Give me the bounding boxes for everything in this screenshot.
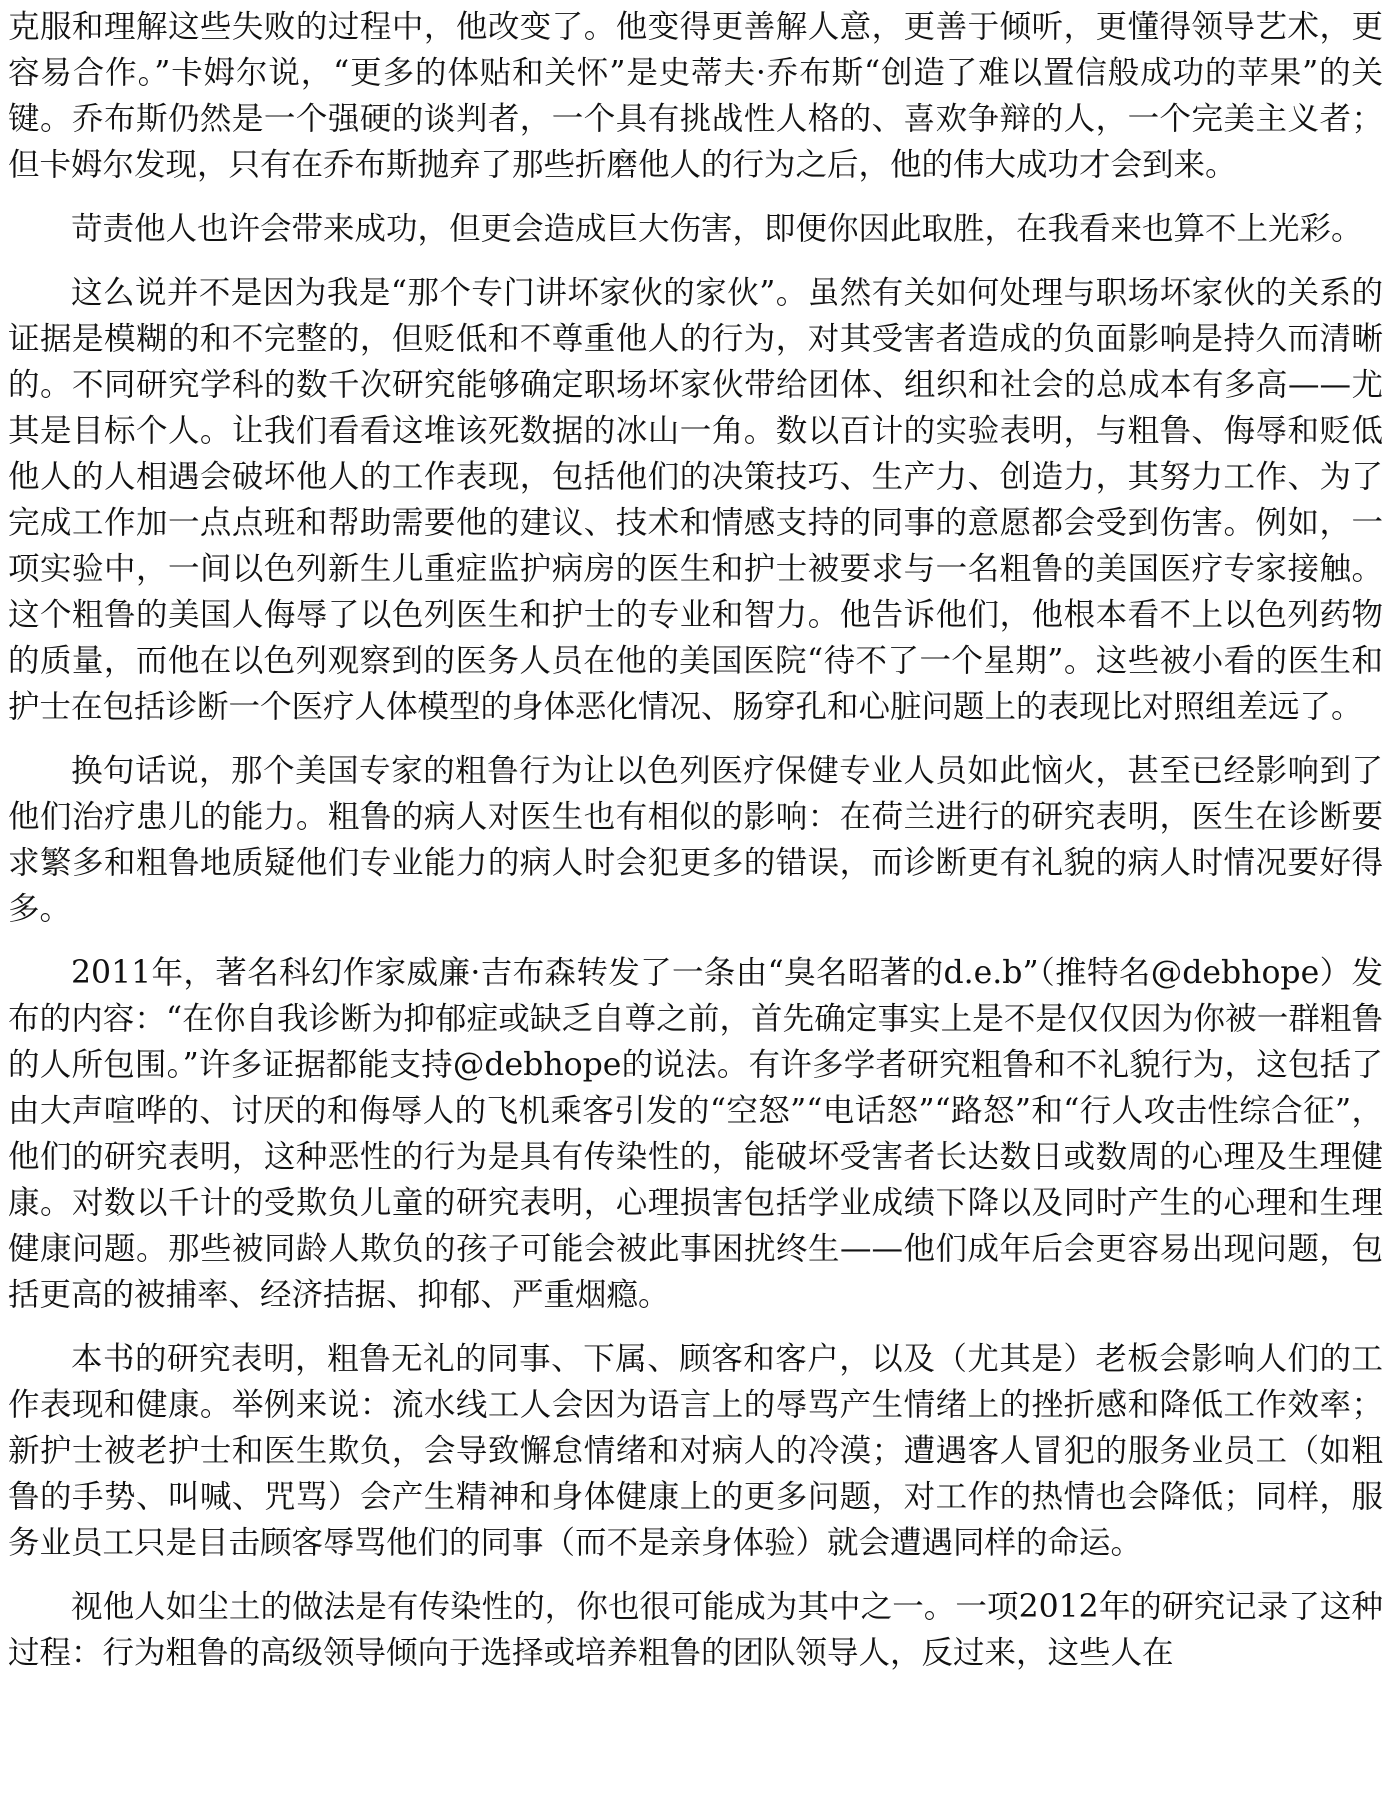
paragraph-4: 换句话说，那个美国专家的粗鲁行为让以色列医疗保健专业人员如此恼火，甚至已经影响到了他们治疗患儿的能力。粗鲁的病人对医生也有相似的影响：在荷兰进行的研究表明，医生在诊断要求繁多和粗鲁地质疑他们专业能力的病人时会犯更多的错误，而诊断更有礼貌的病人时情况要好得多。 [8, 753, 1383, 927]
paragraph-2: 苛责他人也许会带来成功，但更会造成巨大伤害，即便你因此取胜，在我看来也算不上光彩。 [71, 211, 1363, 247]
paragraph-7: 视他人如尘土的做法是有传染性的，你也很可能成为其中之一。一项2012年的研究记录了这种过程：行为粗鲁的高级领导倾向于选择或培养粗鲁的团队领导人，反过来，这些人在 [8, 1589, 1383, 1671]
paragraph-3: 这么说并不是因为我是“那个专门讲坏家伙的家伙”。虽然有关如何处理与职场坏家伙的关系的证据是模糊的和不完整的，但贬低和不尊重他人的行为，对其受害者造成的负面影响是持久而清晰的。不同研究学科的数千次研究能够确定职场坏家伙带给团体、组织和社会的总成本有多高——尤其是目标个人。让我们看看这堆该死数据的冰山一角。数以百计的实验表明，与粗鲁、侮辱和贬低他人的人相遇会破坏他人的工作表现，包括他们的决策技巧、生产力、创造力，其努力工作、为了完成工作加一点点班和帮助需要他的建议、技术和情感支持的同事的意愿都会受到伤害。例如，一项实验中，一间以色列新生儿重症监护病房的医生和护士被要求与一名粗鲁的美国医疗专家接触。这个粗鲁的美国人侮辱了以色列医生和护士的专业和智力。他告诉他们，他根本看不上以色列药物的质量，而他在以色列观察到的医务人员在他的美国医院“待不了一个星期”。这些被小看的医生和护士在包括诊断一个医疗人体模型的身体恶化情况、肠穿孔和心脏问题上的表现比对照组差远了。 [8, 275, 1383, 725]
paragraph-5: 2011年，著名科幻作家威廉·吉布森转发了一条由“臭名昭著的d.e.b”（推特名@debhope）发布的内容：“在你自我诊断为抑郁症或缺乏自尊之前，首先确定事实上是不是仅仅因为你被一群粗鲁的人所包围。”许多证据都能支持@debhope的说法。有许多学者研究粗鲁和不礼貌行为，这包括了由大声喧哗的、讨厌的和侮辱人的飞机乘客引发的“空怒”“电话怒”“路怒”和“行人攻击性综合征”，他们的研究表明，这种恶性的行为是具有传染性的，能破坏受害者长达数日或数周的心理及生理健康。对数以千计的受欺负儿童的研究表明，心理损害包括学业成绩下降以及同时产生的心理和生理健康问题。那些被同龄人欺负的孩子可能会被此事困扰终生——他们成年后会更容易出现问题，包括更高的被捕率、经济拮据、抑郁、严重烟瘾。 [8, 955, 1383, 1313]
paragraph-1: 克服和理解这些失败的过程中，他改变了。他变得更善解人意，更善于倾听，更懂得领导艺术，更容易合作。”卡姆尔说，“更多的体贴和关怀”是史蒂夫·乔布斯“创造了难以置信般成功的苹果”的关键。乔布斯仍然是一个强硬的谈判者，一个具有挑战性人格的、喜欢争辩的人，一个完美主义者；但卡姆尔发现，只有在乔布斯抛弃了那些折磨他人的行为之后，他的伟大成功才会到来。 [8, 9, 1383, 183]
paragraph-6: 本书的研究表明，粗鲁无礼的同事、下属、顾客和客户，以及（尤其是）老板会影响人们的工作表现和健康。举例来说：流水线工人会因为语言上的辱骂产生情绪上的挫折感和降低工作效率；新护士被老护士和医生欺负，会导致懈怠情绪和对病人的冷漠；遭遇客人冒犯的服务业员工（如粗鲁的手势、叫喊、咒骂）会产生精神和身体健康上的更多问题，对工作的热情也会降低；同样，服务业员工只是目击顾客辱骂他们的同事（而不是亲身体验）就会遭遇同样的命运。 [8, 1341, 1383, 1561]
